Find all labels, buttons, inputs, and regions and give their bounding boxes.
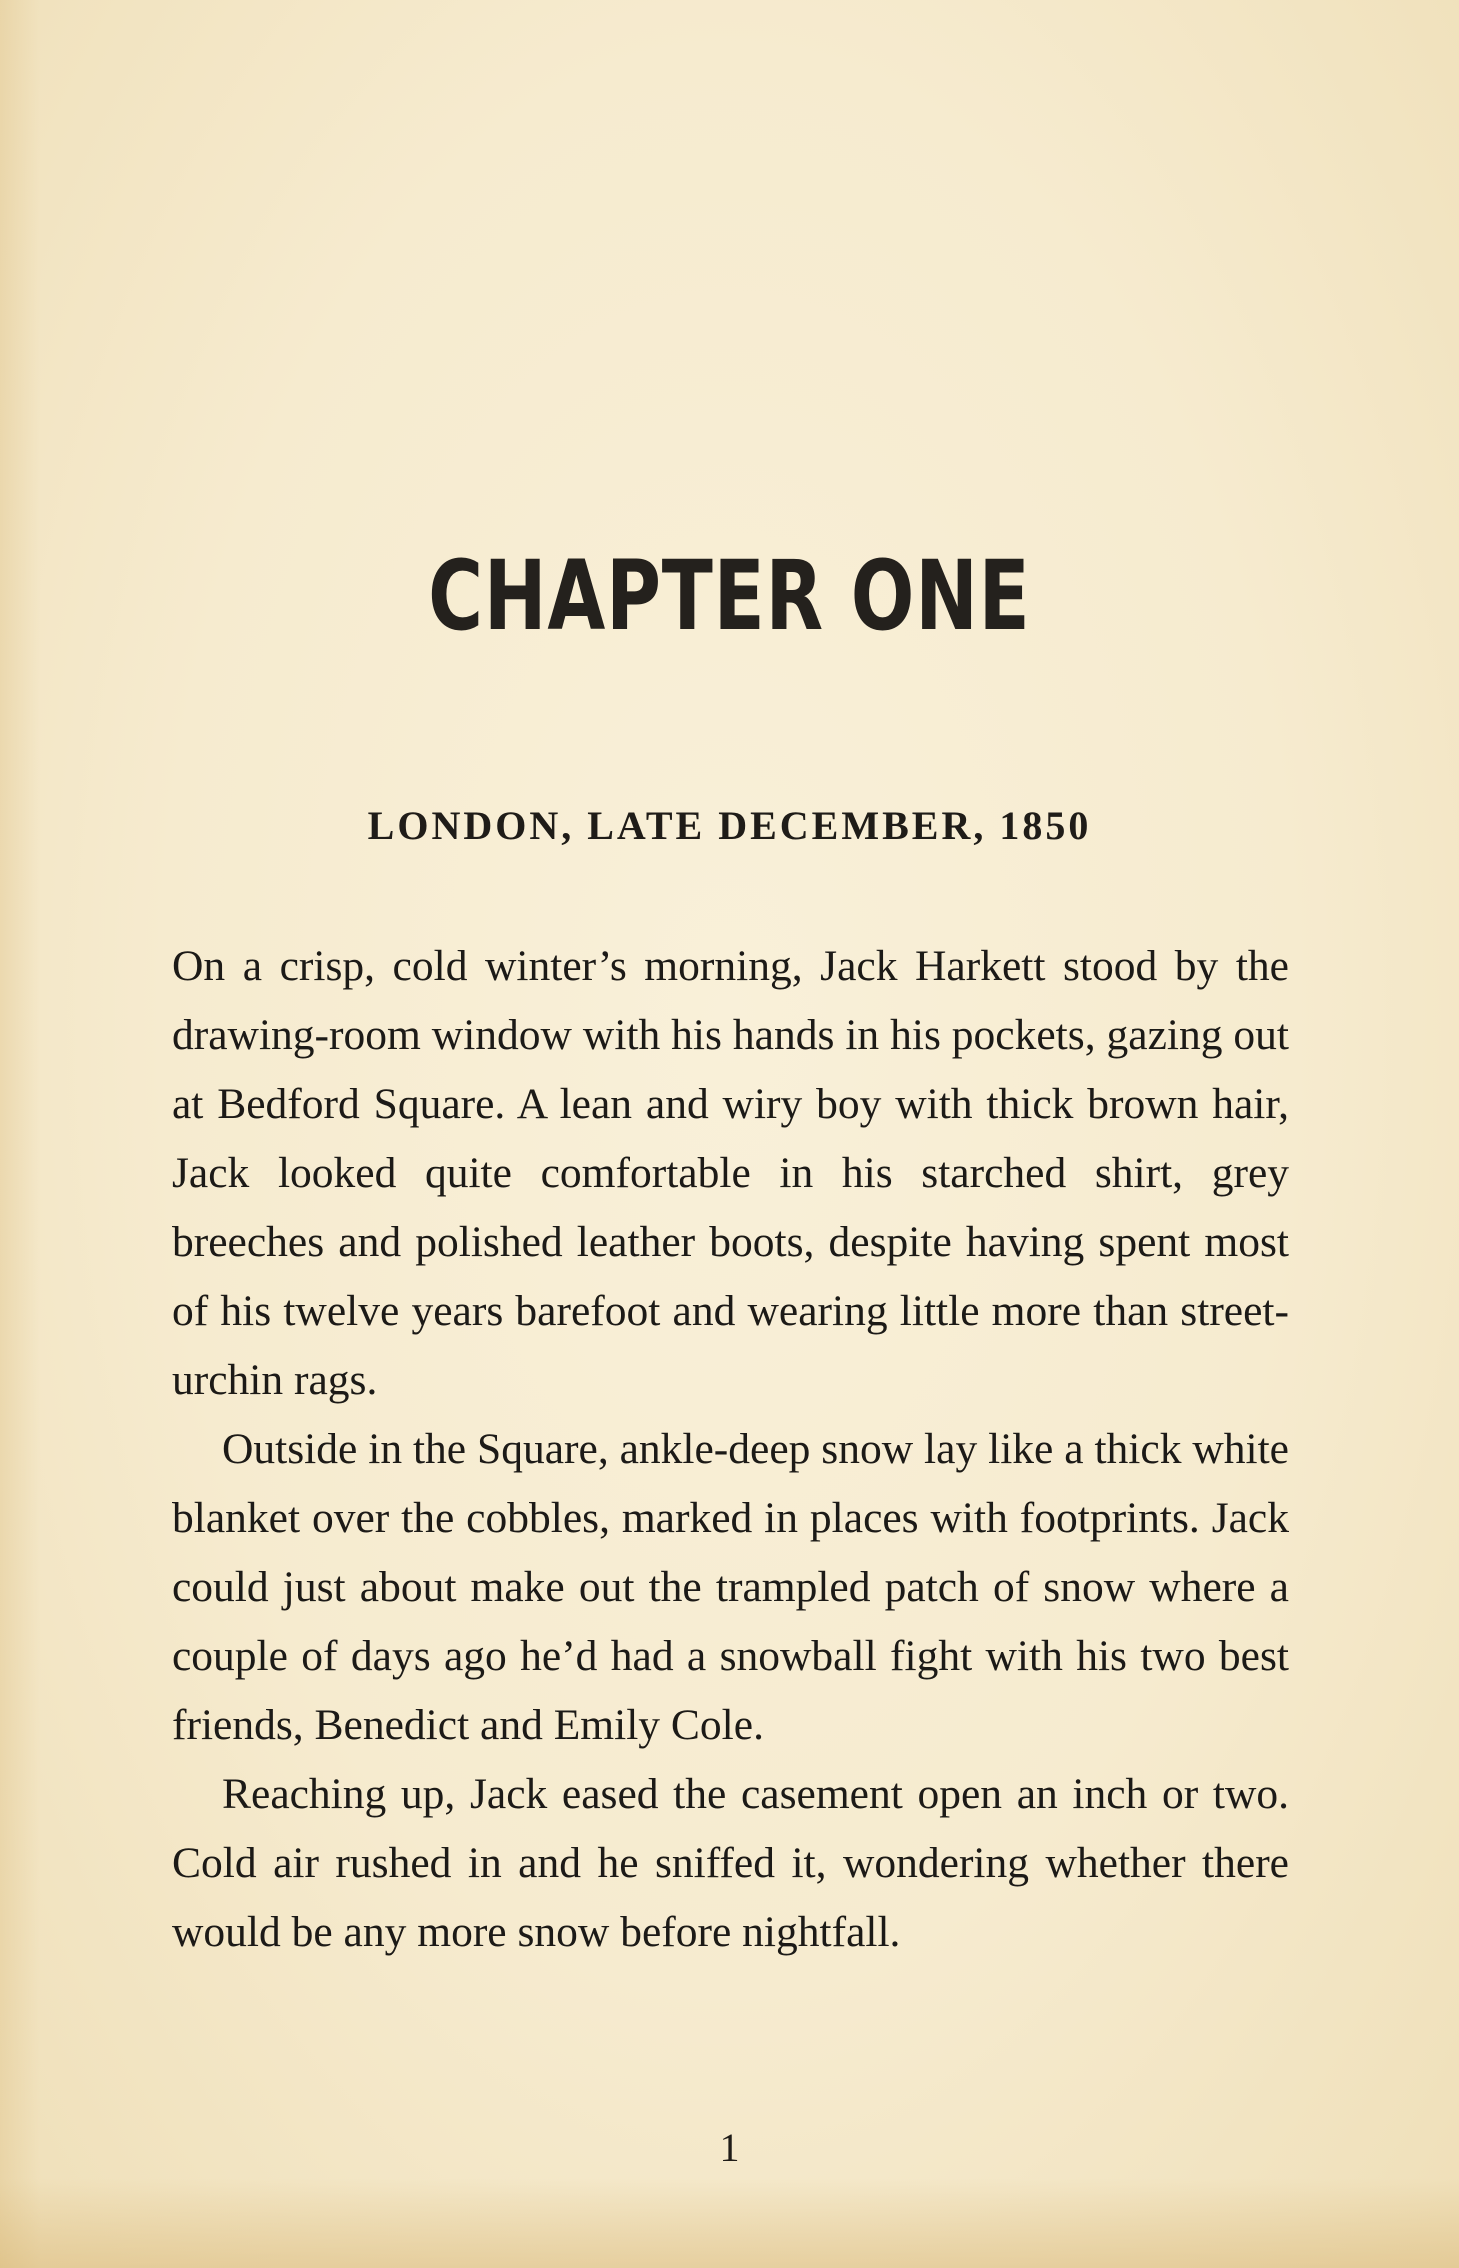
chapter-title: CHAPTER ONE [428, 540, 1031, 652]
body-text [172, 932, 1289, 1967]
paragraph: Reaching up, Jack eased the casement open an inch or two. Cold air rushed in and he sniffed it, wondering whether there would be any more snow before nightfall. [172, 1770, 1289, 1956]
paragraph: On a crisp, cold winter’s morning, Jack Harkett stood by the drawing-room window with his hands in his pockets, gazing out at Bedford Square. A lean and wiry boy with thick brown hair, Jack looked quite comfortable in his starched shirt, grey breeches and polished leather boots, despite having spent most of his twelve years barefoot and wearing little more than street-urchin rags. [172, 942, 1289, 1404]
page-edge-shadow [0, 0, 40, 2268]
paragraph: Outside in the Square, ankle-deep snow lay like a thick white blanket over the cobbles, marked in places with footprints. Jack could just about make out the trampled patch of snow where a couple of days ago he’d had a snowball fight with his two best friends, Benedict and Emily Cole. [172, 1425, 1289, 1749]
page-bottom-shadow [0, 2178, 1459, 2268]
page-number: 1 [719, 2125, 740, 2170]
chapter-subheading: LONDON, LATE DECEMBER, 1850 [367, 803, 1092, 848]
